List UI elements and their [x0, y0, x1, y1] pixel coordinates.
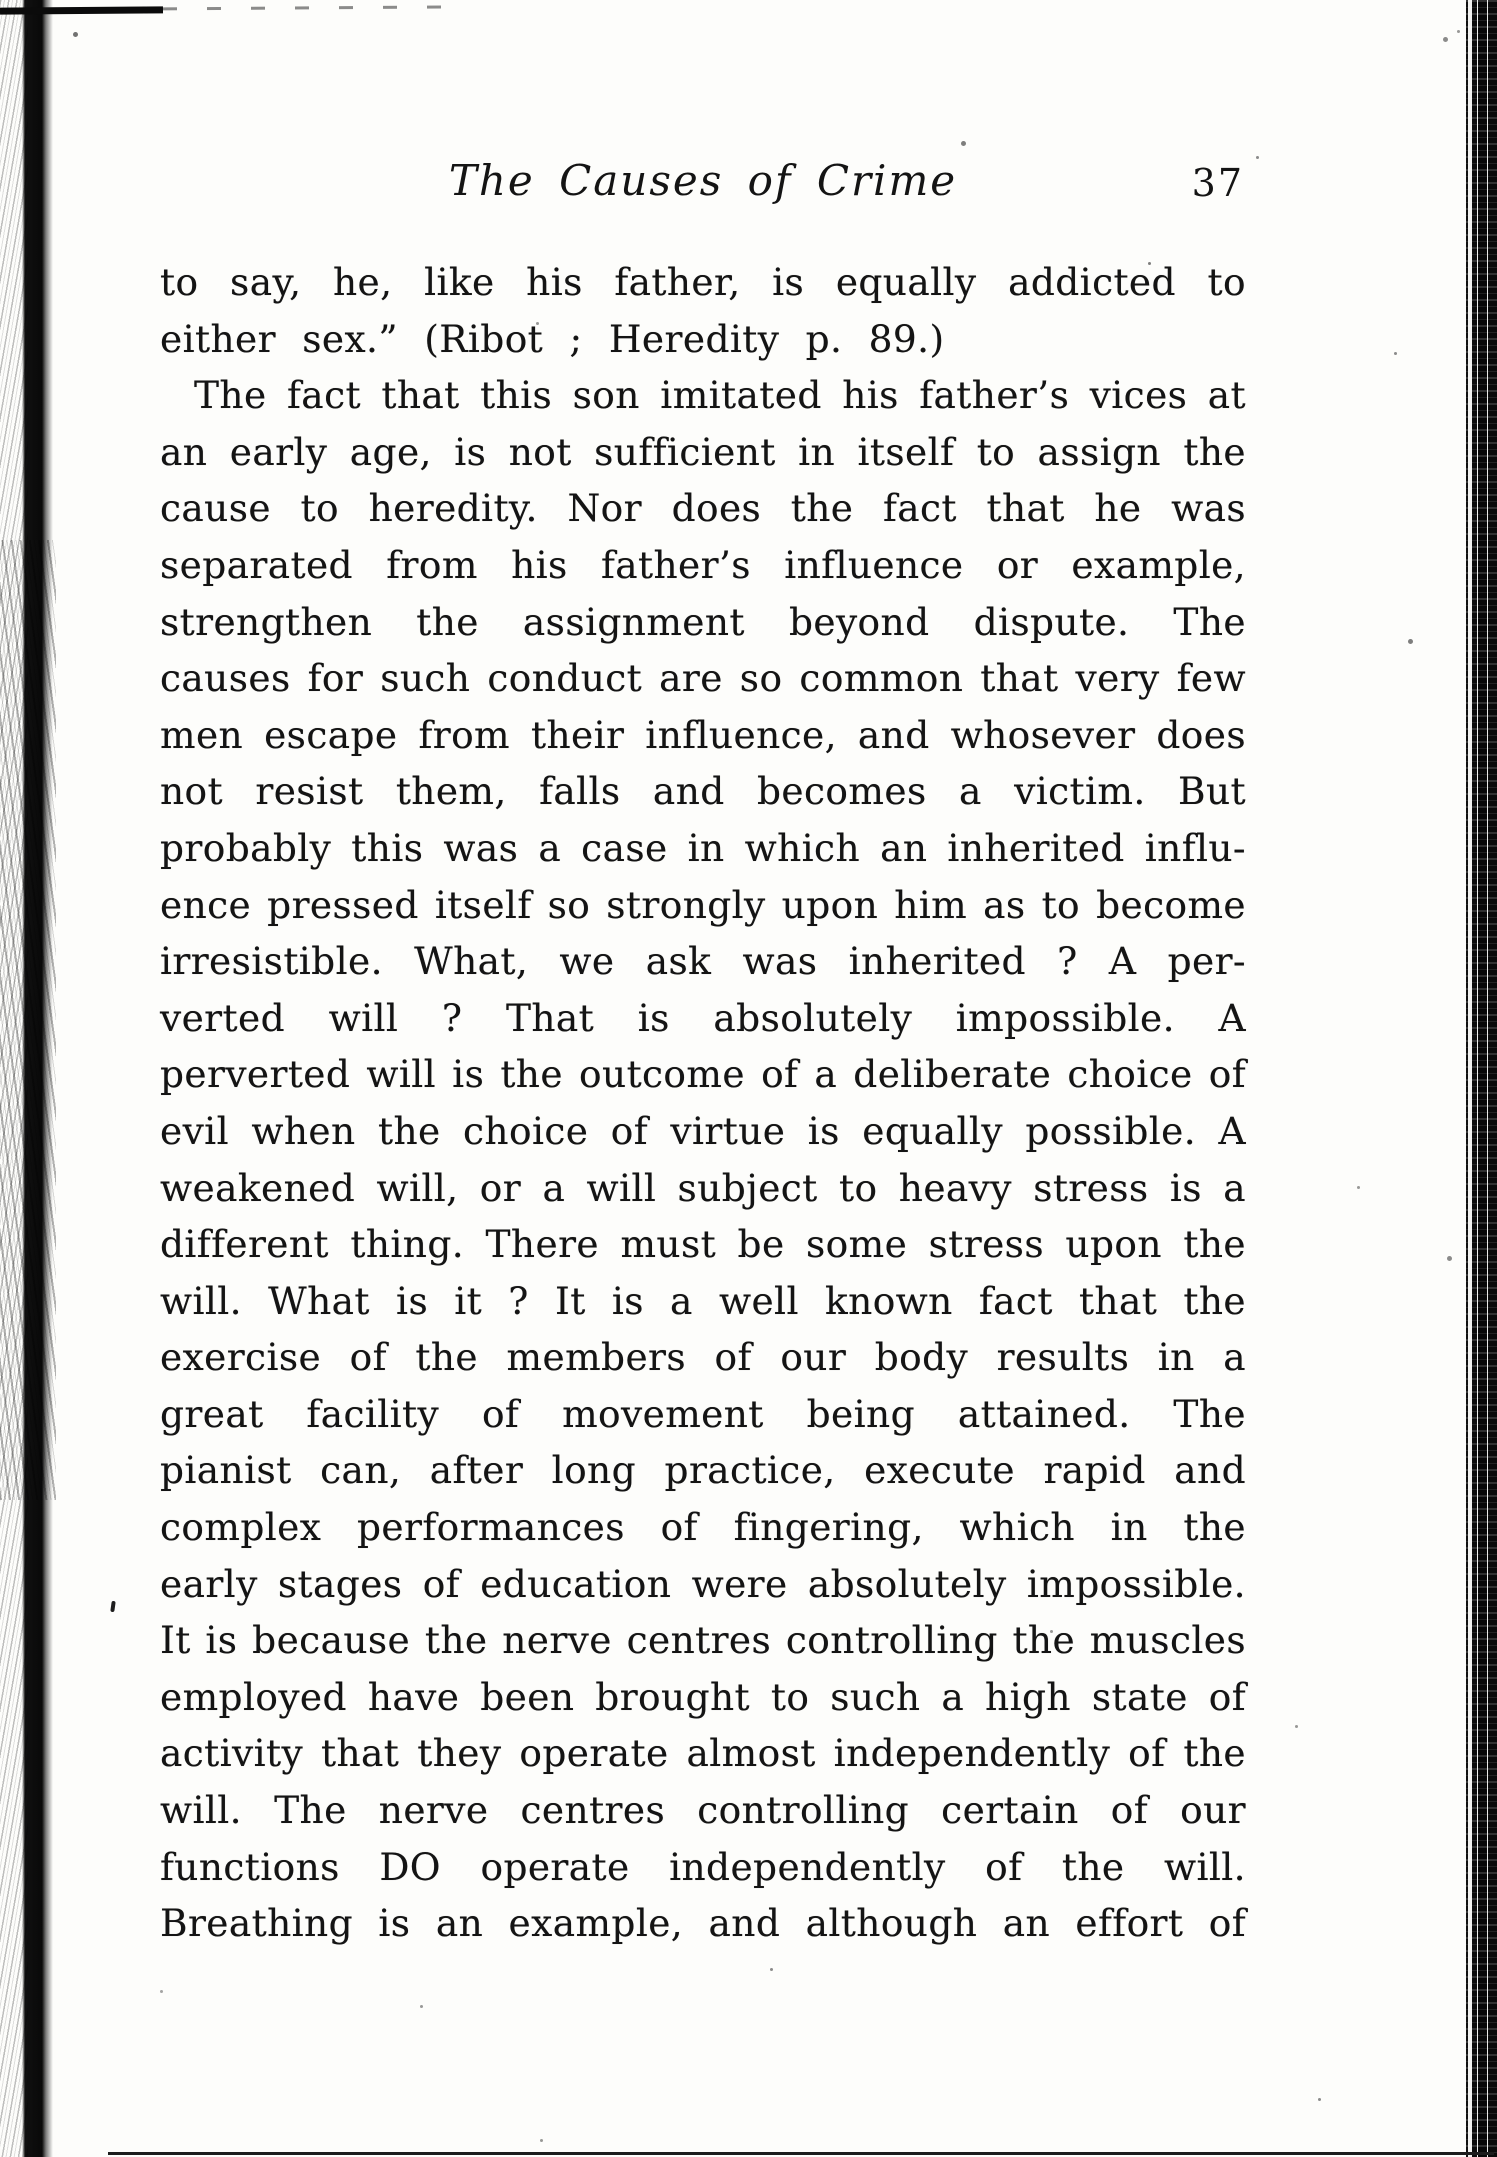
- text-line: evil when the choice of virtue is equally possible. A: [160, 1108, 1246, 1153]
- text-line: complex performances of fingering, which in the: [160, 1505, 1246, 1550]
- text-line: men escape from their influence, and whosever does: [160, 712, 1246, 757]
- scan-artifact-bottom-line: [108, 2152, 1494, 2155]
- page-number: 37: [1191, 161, 1244, 205]
- body-text: [160, 254, 1246, 1952]
- text-line: will. The nerve centres controlling certain of our: [160, 1788, 1246, 1833]
- text-line: early stages of education were absolutely impossible.: [160, 1561, 1246, 1606]
- text-line: weakened will, or a will subject to heavy stress is a: [160, 1165, 1246, 1210]
- page-title: The Causes of Crime: [448, 156, 958, 205]
- text-line: verted will ? That is absolutely impossible. A: [160, 995, 1246, 1040]
- scan-artifact-top-line: [0, 6, 163, 14]
- running-header: [160, 156, 1246, 208]
- text-line: pianist can, after long practice, execute rapid and: [160, 1448, 1246, 1493]
- text-line: irresistible. What, we ask was inherited ? A per-: [160, 939, 1246, 984]
- text-line: functions DO operate independently of the will.: [160, 1844, 1246, 1889]
- page-edge-right: [1466, 0, 1497, 2157]
- text-line: not resist them, falls and becomes a victim. But: [160, 769, 1246, 814]
- scan-artifact-mark: [110, 1601, 115, 1612]
- text-line: either sex.” (Ribot ; Heredity p. 89.): [160, 316, 945, 361]
- binding-edge-left: [0, 0, 64, 2157]
- text-line: strengthen the assignment beyond dispute. The: [160, 599, 1246, 644]
- text-line: will. What is it ? It is a well known fact that the: [160, 1278, 1246, 1323]
- text-line: ence pressed itself so strongly upon him as to become: [160, 882, 1246, 927]
- text-line: different thing. There must be some stress upon the: [160, 1222, 1246, 1267]
- text-line: great facility of movement being attained. The: [160, 1391, 1246, 1436]
- text-line: employed have been brought to such a high state of: [160, 1674, 1246, 1719]
- text-line: an early age, is not sufficient in itself to assign the: [160, 429, 1246, 474]
- text-line: perverted will is the outcome of a deliberate choice of: [160, 1052, 1246, 1097]
- text-line: to say, he, like his father, is equally addicted to: [160, 260, 1246, 304]
- text-line: The fact that this son imitated his father’s vices at: [194, 373, 1246, 418]
- text-line: cause to heredity. Nor does the fact that he was: [160, 486, 1246, 531]
- scan-noise-speckles: [0, 0, 3, 3]
- text-line: probably this was a case in which an inherited influ-: [160, 825, 1246, 870]
- text-line: separated from his father’s influence or example,: [160, 542, 1246, 587]
- text-line: Breathing is an example, and although an effort of: [160, 1901, 1246, 1946]
- text-line: exercise of the members of our body results in a: [160, 1335, 1246, 1380]
- text-line: causes for such conduct are so common that very few: [160, 656, 1246, 701]
- text-line: activity that they operate almost independently of the: [160, 1731, 1246, 1776]
- text-line: It is because the nerve centres controlling the muscles: [160, 1618, 1246, 1663]
